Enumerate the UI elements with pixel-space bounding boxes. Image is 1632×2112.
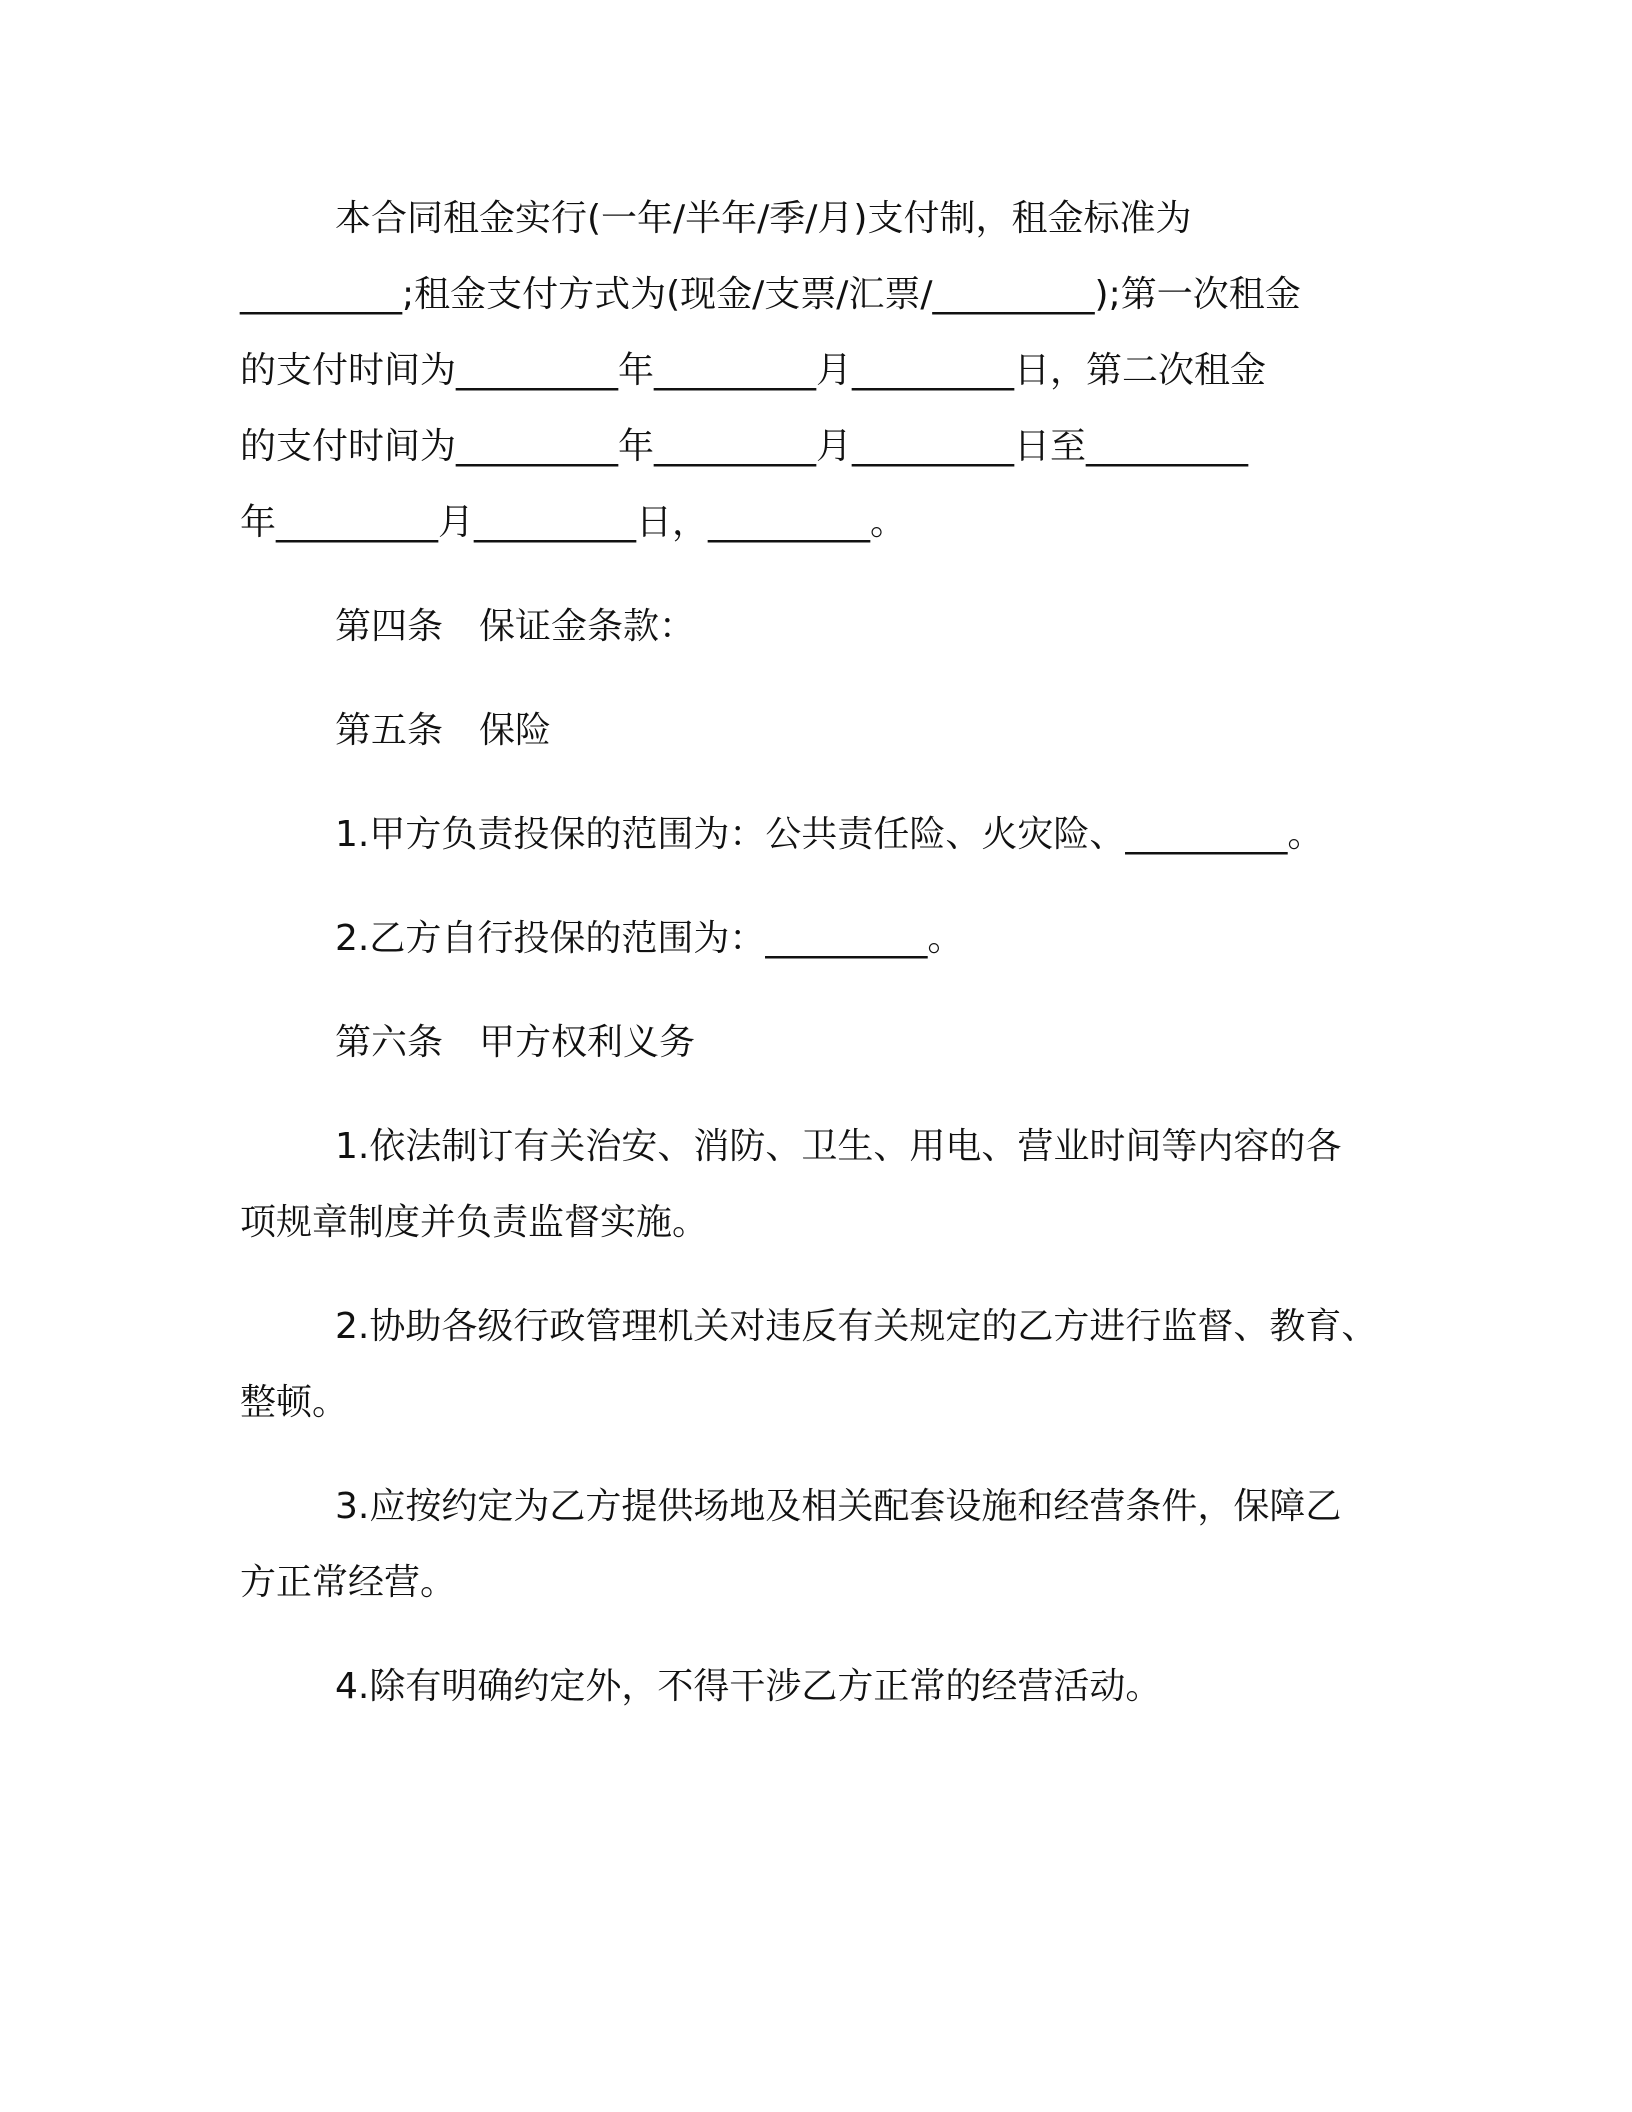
article-6-heading: 第六条 甲方权利义务: [335, 1022, 696, 1063]
article-5-item-1: 1.甲方负责投保的范围为：公共责任险、火灾险、_________。: [335, 814, 1324, 855]
article-6-item-1-line-1: 1.依法制订有关治安、消防、卫生、用电、营业时间等内容的各: [335, 1126, 1342, 1167]
rent-clause-line-1: 本合同租金实行(一年/半年/季/月)支付制，租金标准为: [335, 198, 1192, 239]
article-6-item-4: 4.除有明确约定外，不得干涉乙方正常的经营活动。: [335, 1666, 1162, 1707]
article-6-item-2-line-2: 整顿。: [240, 1382, 349, 1423]
article-6-item-2-line-1: 2.协助各级行政管理机关对违反有关规定的乙方进行监督、教育、: [335, 1306, 1378, 1347]
rent-clause-line-3: 的支付时间为_________年_________月_________日，第二次租金: [240, 350, 1267, 391]
rent-clause-line-5: 年_________月_________日，_________。: [240, 502, 906, 543]
rent-clause-line-2: _________;租金支付方式为(现金/支票/汇票/_________);第一次租金: [240, 274, 1301, 315]
rent-clause-line-4: 的支付时间为_________年_________月_________日至_________: [240, 426, 1249, 467]
article-5-item-2: 2.乙方自行投保的范围为：_________。: [335, 918, 964, 959]
article-6-item-1-line-2: 项规章制度并负责监督实施。: [240, 1202, 709, 1243]
article-5-heading: 第五条 保险: [335, 710, 552, 751]
article-4-heading: 第四条 保证金条款：: [335, 606, 696, 647]
article-6-item-3-line-2: 方正常经营。: [240, 1562, 457, 1603]
article-6-item-3-line-1: 3.应按约定为乙方提供场地及相关配套设施和经营条件，保障乙: [335, 1486, 1342, 1527]
